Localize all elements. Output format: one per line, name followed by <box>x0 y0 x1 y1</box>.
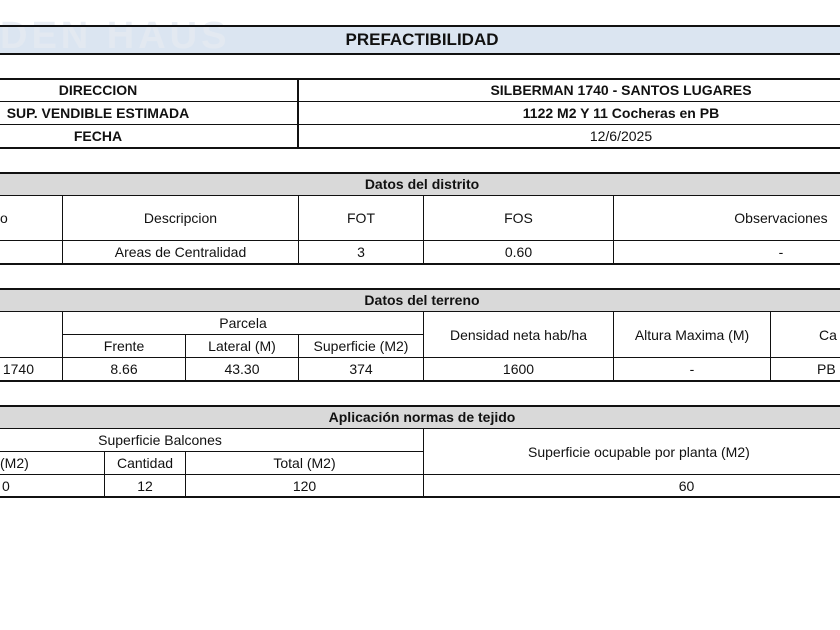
distrito-descripcion-value: Areas de Centralidad <box>114 244 247 260</box>
terreno-numero-value: 1740 <box>2 361 34 377</box>
distrito-fot-value: 3 <box>357 244 365 260</box>
balcones-label: Superficie Balcones <box>98 432 222 448</box>
distrito-header-descripcion: Descripcion <box>143 210 218 226</box>
terreno-header-frente: Frente <box>103 338 145 354</box>
tejido-m2-value: 0 <box>2 477 10 494</box>
terreno-frente-value: 8.66 <box>110 361 138 377</box>
company-watermark: DEN HAUS <box>0 14 231 57</box>
ocupable-label: Superficie ocupable por planta (M2) <box>528 443 750 460</box>
distrito-header-observaciones: Observaciones <box>734 210 828 226</box>
tejido-header-total: Total (M2) <box>273 455 336 471</box>
tejido-ocupable-value: 60 <box>678 477 695 494</box>
tejido-header-m2: (M2) <box>0 455 29 471</box>
tejido-title: Aplicación normas de tejido <box>328 409 516 425</box>
terreno-lateral-value: 43.30 <box>224 361 260 377</box>
direccion-label: DIRECCION <box>58 82 138 98</box>
tejido-cantidad-value: 12 <box>137 477 153 494</box>
terreno-densidad-value: 1600 <box>502 361 535 377</box>
ca-label: Ca <box>819 326 837 343</box>
terreno-title: Datos del terreno <box>364 292 480 308</box>
page-title: PREFACTIBILIDAD <box>345 30 499 49</box>
fecha-label: FECHA <box>73 128 123 144</box>
fecha-value: 12/6/2025 <box>589 128 653 144</box>
distrito-fos-value: 0.60 <box>504 244 533 260</box>
distrito-header-o: o <box>0 210 8 226</box>
direccion-value: SILBERMAN 1740 - SANTOS LUGARES <box>490 82 752 98</box>
altura-label: Altura Maxima (M) <box>634 326 750 343</box>
terreno-altura-value: - <box>689 361 695 377</box>
terreno-superficie-value: 374 <box>349 361 373 377</box>
terreno-ca-value: PB <box>817 361 836 377</box>
distrito-observaciones-value: - <box>778 244 784 260</box>
terreno-header-superficie: Superficie (M2) <box>313 338 409 354</box>
terreno-header-lateral: Lateral (M) <box>208 338 276 354</box>
sup-vendible-value: 1122 M2 Y 11 Cocheras en PB <box>522 105 720 121</box>
distrito-header-fos: FOS <box>504 210 533 226</box>
tejido-header-cantidad: Cantidad <box>116 455 174 471</box>
sup-vendible-label: SUP. VENDIBLE ESTIMADA <box>6 105 190 121</box>
tejido-total-value: 120 <box>292 477 317 494</box>
densidad-label: Densidad neta hab/ha <box>450 326 587 343</box>
distrito-title: Datos del distrito <box>364 176 480 192</box>
distrito-header-fot: FOT <box>347 210 375 226</box>
parcela-label: Parcela <box>219 315 267 331</box>
